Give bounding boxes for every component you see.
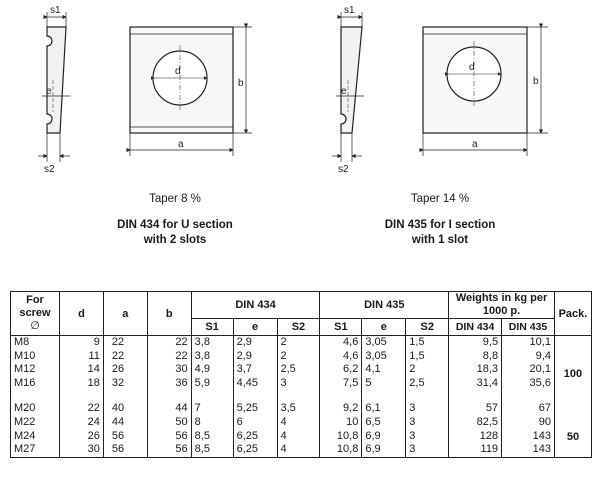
- table-cell-w435: 143: [532, 443, 551, 456]
- table-cell-s2_435: 3: [409, 415, 416, 428]
- table-cell-e_435: 3,05: [365, 349, 387, 362]
- table-cell-s2_435: 3: [409, 429, 416, 442]
- table-cell-s2_435: 3: [409, 443, 416, 456]
- header-for-screw: [11, 292, 60, 336]
- header-b: b: [147, 292, 191, 336]
- header-pack: Pack.: [554, 292, 591, 336]
- table-cell-b: 22: [175, 336, 188, 348]
- table-cell-s1_435: 10,8: [336, 429, 359, 442]
- table-cell-d: 14: [87, 363, 100, 376]
- table-cell-e_435: 6,9: [365, 443, 381, 456]
- table-cell-s1_434: 5,9: [194, 376, 210, 389]
- din435-taper: Taper 14 %: [410, 193, 470, 205]
- table-cell-d: 26: [87, 429, 100, 442]
- table-cell-s2_434: 4: [280, 415, 287, 428]
- table-cell-e_434: 6,25: [236, 443, 258, 456]
- table-cell-b: 50: [175, 415, 188, 428]
- table-cell-s2_434: 4: [280, 429, 287, 442]
- table-cell-screw: M8: [14, 336, 30, 348]
- header-weight-434: DIN 434: [449, 319, 502, 336]
- table-cell-a: 22: [111, 349, 125, 362]
- table-cell-w435: 9,4: [535, 349, 551, 362]
- header-e-434: e: [233, 319, 277, 336]
- row-gap: [151, 390, 188, 402]
- table-cell-w435: 20,1: [529, 363, 551, 376]
- header-weight-435: DIN 435: [502, 319, 555, 336]
- row-gap: [281, 390, 317, 402]
- table-cell-s1_435: 4,6: [343, 336, 359, 348]
- row-gap: [112, 390, 144, 402]
- table-cell-s2_435: 1,5: [409, 349, 425, 362]
- header-s1-435: S1: [320, 319, 362, 336]
- din435-caption: [325, 192, 555, 248]
- table-cell-e_434: 6,25: [236, 429, 258, 442]
- table-cell-e_435: 5: [365, 376, 372, 389]
- table-cell-b: 44: [175, 402, 188, 415]
- table-cell-s2_435: 1,5: [409, 336, 425, 348]
- table-cell-e_435: 3,05: [365, 336, 387, 348]
- din434-d-label: d: [175, 66, 181, 77]
- table-cell-e_434: 3,7: [236, 363, 252, 376]
- table-cell-e_434: 6: [236, 415, 243, 428]
- row-gap: [14, 390, 56, 402]
- table-cell-a: 22: [111, 336, 125, 348]
- table-cell-s1_435: 10: [346, 415, 359, 428]
- table-cell-a: 32: [111, 376, 125, 389]
- row-gap: [365, 390, 402, 402]
- column-s1-434: [191, 336, 233, 458]
- table-cell-d: 22: [87, 402, 100, 415]
- table-cell-s1_435: 6,2: [343, 363, 359, 376]
- column-s2-435: [406, 336, 449, 458]
- table-cell-d: 9: [93, 336, 100, 348]
- header-for-screw-label: For screw: [19, 294, 51, 319]
- table-cell-d: 11: [88, 349, 100, 362]
- table-cell-b: 56: [175, 443, 188, 456]
- table-cell-b: 30: [175, 363, 188, 376]
- din435-side-profile: [332, 12, 364, 162]
- column-e-435: [362, 336, 406, 458]
- table-cell-a: 40: [111, 402, 125, 415]
- row-gap: [409, 390, 445, 402]
- technical-drawing: [0, 0, 600, 210]
- header-a: a: [103, 292, 147, 336]
- din434-side-profile: [38, 12, 70, 162]
- table-cell-w434: 119: [480, 443, 499, 456]
- table-cell-s1_434: 8,5: [194, 443, 210, 456]
- row-gap: [237, 390, 274, 402]
- din434-a-label: a: [178, 139, 184, 150]
- header-e-435: e: [362, 319, 406, 336]
- din435-e-label: e: [341, 86, 347, 97]
- din435-a-label: a: [472, 139, 478, 150]
- column-a: [103, 336, 147, 458]
- table-cell-s1_434: 8,5: [194, 429, 210, 442]
- table-cell-a: 56: [111, 429, 125, 442]
- table-cell-a: 26: [111, 363, 125, 376]
- header-s2-435: S2: [406, 319, 449, 336]
- table-cell-w435: 10,1: [529, 336, 551, 348]
- din434-taper: Taper 8 %: [149, 193, 201, 205]
- column-b: [147, 336, 191, 458]
- column-e-434: [233, 336, 277, 458]
- table-cell-a: 56: [111, 443, 125, 456]
- table-cell-d: 30: [87, 443, 100, 456]
- table-cell-e_435: 4,1: [365, 363, 381, 376]
- din434-b-label: b: [238, 78, 244, 89]
- table-cell-w434: 82,5: [476, 415, 499, 428]
- header-din434: DIN 434: [191, 292, 320, 319]
- din435-subtitle: with 1 slot: [411, 234, 469, 246]
- table-cell-e_435: 6,1: [365, 402, 381, 415]
- table-cell-screw: M22: [14, 415, 36, 428]
- table-cell-screw: M12: [14, 363, 36, 376]
- table-cell-s2_434: 2: [280, 349, 287, 362]
- table-cell-s1_435: 9,2: [343, 402, 359, 415]
- table-cell-w434: 57: [485, 402, 499, 415]
- table-cell-w435: 90: [538, 415, 551, 428]
- header-d: d: [59, 292, 103, 336]
- table-cell-s2_434: 3: [280, 376, 287, 389]
- dimension-table: [10, 291, 592, 458]
- table-cell-e_434: 2,9: [236, 336, 252, 348]
- table-cell-s2_434: 4: [280, 443, 287, 456]
- table-cell-s2_434: 2,5: [280, 363, 296, 376]
- table-cell-s1_434: 8: [194, 415, 201, 428]
- din434-caption: [60, 192, 290, 248]
- row-gap: [323, 390, 358, 402]
- table-cell-e_434: 5,25: [236, 402, 258, 415]
- table-cell-d: 18: [87, 376, 100, 389]
- table-cell-s1_434: 3,8: [194, 349, 210, 362]
- row-gap: [452, 390, 498, 402]
- table-cell-s1_435: 10,8: [336, 443, 359, 456]
- column-d: [59, 336, 103, 458]
- table-cell-e_435: 6,5: [365, 415, 381, 428]
- column-s1-435: [320, 336, 362, 458]
- diameter-icon: ∅: [30, 320, 40, 332]
- din434-title: DIN 434 for U section: [117, 219, 233, 231]
- table-cell-e_435: 6,9: [365, 429, 381, 442]
- table-cell-s2_434: 2: [280, 336, 287, 348]
- pack-group-1: 100: [563, 368, 583, 381]
- din435-d-label: d: [469, 62, 475, 73]
- row-gap: [505, 390, 551, 402]
- row-gap: [195, 390, 230, 402]
- table-cell-s2_434: 3,5: [280, 402, 296, 415]
- table-cell-s1_435: 7,5: [343, 376, 359, 389]
- table-cell-s2_435: 3: [409, 402, 416, 415]
- table-cell-screw: M24: [14, 429, 36, 442]
- header-weights: Weights in kg per 1000 p.: [449, 292, 555, 319]
- pack-group-2: 50: [566, 430, 580, 443]
- table-cell-e_434: 2,9: [236, 349, 252, 362]
- table-cell-w435: 35,6: [529, 376, 551, 389]
- table-cell-s1_435: 4,6: [343, 349, 359, 362]
- din434-s1-label: s1: [50, 5, 61, 16]
- table-cell-screw: M16: [14, 376, 36, 389]
- din434-front-view: [130, 27, 252, 156]
- din435-title: DIN 435 for I section: [384, 219, 496, 231]
- row-gap: [63, 390, 100, 402]
- table-cell-w434: 8,8: [482, 349, 499, 362]
- table-cell-s2_435: 2,5: [409, 376, 425, 389]
- din435-front-view: [423, 27, 548, 156]
- column-weight-434: [449, 336, 502, 458]
- din435-s1-label: s1: [344, 5, 355, 16]
- table-cell-screw: M10: [14, 349, 36, 362]
- table-cell-d: 24: [87, 415, 100, 428]
- din434-e-label: e: [46, 86, 52, 97]
- table-cell-screw: M27: [14, 443, 36, 456]
- column-pack: [554, 336, 591, 458]
- table-cell-w434: 9,5: [482, 336, 499, 348]
- table-header-row: [11, 292, 592, 319]
- table-cell-w435: 67: [538, 402, 551, 415]
- din435-b-label: b: [533, 76, 539, 87]
- din435-s2-label: s2: [338, 164, 349, 175]
- din434-subtitle: with 2 slots: [143, 234, 207, 246]
- table-cell-s1_434: 4,9: [194, 363, 210, 376]
- column-s2-434: [277, 336, 320, 458]
- table-cell-w434: 128: [479, 429, 499, 442]
- header-s1-434: S1: [191, 319, 233, 336]
- table-cell-s1_434: 7: [194, 402, 201, 415]
- table-cell-w435: 143: [532, 429, 551, 442]
- table-cell-screw: M20: [14, 402, 36, 415]
- header-s2-434: S2: [277, 319, 320, 336]
- table-body-row: [11, 336, 592, 458]
- column-weight-435: [502, 336, 555, 458]
- table-cell-w434: 31,4: [476, 376, 499, 389]
- table-cell-e_434: 4,45: [236, 376, 258, 389]
- table-cell-s2_435: 2: [409, 363, 416, 376]
- table-cell-b: 22: [175, 349, 188, 362]
- din434-s2-label: s2: [44, 164, 55, 175]
- table-cell-a: 44: [111, 415, 125, 428]
- table-cell-s1_434: 3,8: [194, 336, 210, 348]
- table-cell-w434: 18,3: [476, 363, 499, 376]
- header-din435: DIN 435: [320, 292, 449, 319]
- table-cell-b: 36: [175, 376, 188, 389]
- table-cell-b: 56: [175, 429, 188, 442]
- column-screw: [11, 336, 60, 458]
